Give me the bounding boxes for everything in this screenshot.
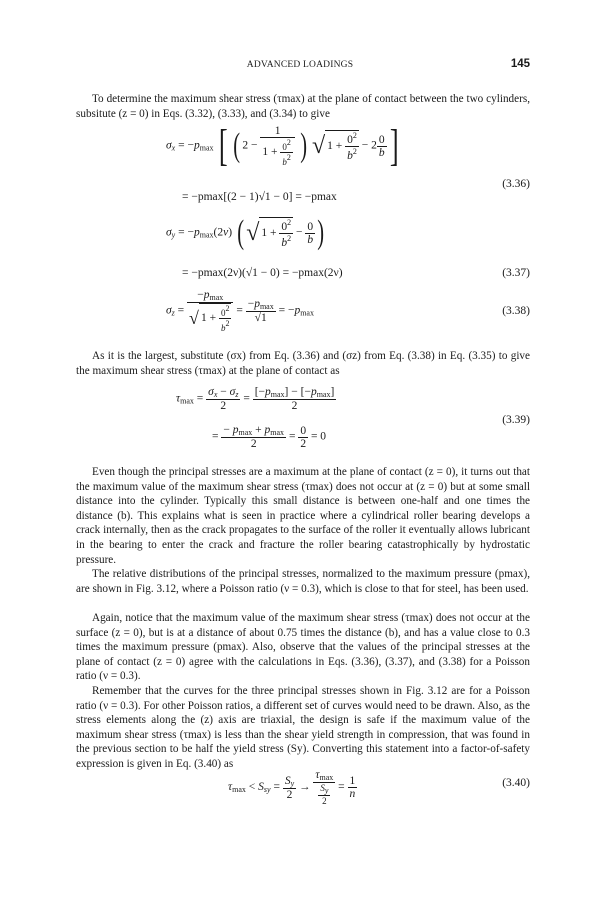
equation-number-3-40: (3.40): [502, 777, 530, 789]
paragraph-intro: To determine the maximum shear stress (τmax) at the plane of contact between the two cylinders, subsitute (z = 0) in Eqs. (3.32), (3.33), and (3.34) to give: [76, 93, 530, 120]
equation-tau-max-result: = $\frac{- p_{max} + p_{max}}{2}$ = $\frac{0}{2}$ = 0: [212, 424, 327, 450]
equation-tau-max-zero: = 0: [310, 430, 327, 443]
paragraph-largest: As it is the largest, substitute (σx) from Eq. (3.36) and (σz) from Eq. (3.38) in Eq. (3.35) to give the maximum shear stress (τmax) at the plane of contact as: [76, 350, 530, 377]
equation-sigma-x: $\sigma_x = -p_{max}$ [ ( 2 − 1 1 + $\frac{02}{b2}$ ) √ 1 + $\frac{0^2}{b^2}$ − 2 $\frac{0}{b}$ ]: [166, 121, 399, 170]
equation-number-3-39: (3.39): [502, 414, 530, 426]
equation-number-3-37: (3.37): [502, 267, 530, 279]
equation-number-3-38: (3.38): [502, 305, 530, 317]
page-number: 145: [510, 58, 530, 70]
equation-number-3-36: (3.36): [502, 178, 530, 190]
equation-tau-max: $\tau_{max}$ = $\frac{\sigma_x - \sigma_z}{2}$ = $\frac{[-p_{max}] - [-p_{max}]}{2}$: [176, 386, 335, 412]
running-title: ADVANCED LOADINGS: [246, 60, 354, 70]
equation-sigma-y-result: = −pmax(2ν)(√1 − 0) = −pmax(2ν): [182, 267, 343, 279]
paragraph-relative-distributions: The relative distributions of the principal stresses, normalized to the maximum pressure (pmax), are shown in Fig. 3.12, where a Poisson ratio (ν = 0.3), which is close to that for steel, has been used.: [76, 568, 530, 595]
equation-sigma-y: $\sigma_y = -p_{max}(2\nu)$ (√ 1 + $\frac{0^2}{b^2}$ − $\frac{0}{b}$ ): [166, 214, 325, 251]
paragraph-even-though: Even though the principal stresses are a maximum at the plane of contact (z = 0), it turns out that the maximum value of the maximum shear stress (τmax) does not occur at (z = 0) but at some small distance into the cylinder. Typically this small distance is between one-half and one times the distance (b). This explains what is seen in practice where a cylindrical roller bearing develops a crack internally, then as the crack propagates to the surface of the roller it eventually allows lubricant in the bearing to enter the crack and fracture the roller bearing catastrophically by hydrostatic pressure.: [76, 466, 530, 566]
equation-sigma-z: $\sigma_z$ = $-p_{max}$ √ 1 + $\frac{02}{b2}$ = $\frac{-p_{max}}{√1}$ = $-p_{max}$: [166, 289, 314, 333]
paragraph-remember: Remember that the curves for the three principal stresses shown in Fig. 3.12 are for a Poisson ratio (ν = 0.3). For other Poisson ratios, a different set of curves would need to be drawn. Also, as the stress elements along the (z) axis are triaxial, the design is safe if the maximum value of the maximum shear stress (τmax) is less than the shear yield strength in compression, that was found in the previous section to be half the yield stress (Sy). Converting this statement into a factor-of-safety expression is given in Eq. (3.40) as: [76, 685, 530, 770]
equation-sigma-x-result: = −pmax[(2 − 1)√1 − 0] = −pmax: [182, 191, 337, 203]
equation-factor-of-safety: $\tau_{max} < S_{sy}$ = $\frac{S_y}{2}$ → $\frac{\tau_{max}}{\frac{Sy}{2}}$ = $\frac{1}{n}$: [228, 769, 356, 806]
paragraph-again: Again, notice that the maximum value of the maximum shear stress (τmax) does not occur at the surface (z = 0), but is at a distance of about 0.75 times the distance (b), and has a value close to 0.3 times the maximum pressure (pmax). Also, observe that the values of the principal stresses at the plane of contact (z = 0) agree with the calculations in Eqs. (3.36), (3.37), and (3.38) for a Poisson ratio (ν = 0.3).: [76, 612, 530, 683]
